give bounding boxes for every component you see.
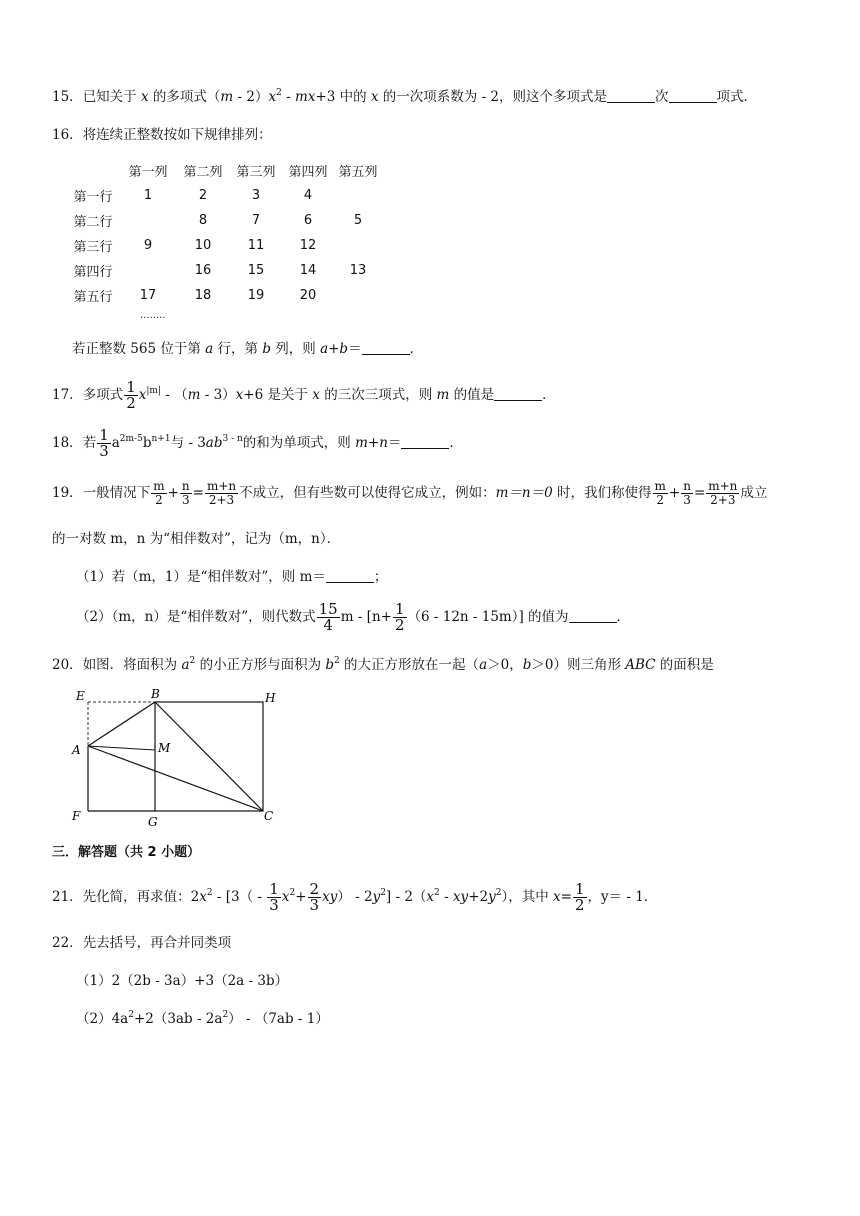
answer-blank[interactable] — [607, 88, 655, 103]
answer-blank[interactable] — [569, 608, 617, 623]
grid-cell: 15 — [247, 263, 265, 278]
grid-cell: 19 — [247, 288, 265, 303]
grid-cell: 7 — [251, 213, 261, 228]
label-C: C — [264, 809, 274, 823]
grid-cell: 1 — [143, 188, 153, 203]
grid-cell: 5 — [353, 213, 363, 228]
grid-cell: 6 — [303, 213, 313, 228]
question-19-part1: （1）若（m，1）是“相伴数对”，则 m＝ ； — [76, 569, 388, 585]
section-heading: 三．解答题（共 2 小题） — [52, 845, 201, 860]
row-header: 第一行 — [73, 190, 113, 205]
grid-cell — [334, 183, 382, 208]
grid-cell: 13 — [349, 263, 367, 278]
question-22-part2: $(2)4a^2+2(3ab - 2a^2) - (7ab - 1)$ — [76, 1010, 329, 1027]
continuation-dots: ........ — [140, 310, 166, 321]
question-17: 17．多项式 $\frac{1}{2}$ $x^{|m|} - (m - 3)x+6$ 是关于 x 的三次三项式，则 m 的值是 ． — [52, 378, 556, 412]
grid-cell: 17 — [139, 288, 157, 303]
question-21: 21．先化简，再求值：$2x^2 - [3$（ - $\frac{1}{3}$ $x^2+$ $\frac{2}{3}$ $xy) - 2y^2] - 2(x^2 - xy+2y^2)$，其中 x= $\frac{1}{2}$ ，y＝ - 1． — [52, 880, 658, 914]
row-header: 第二行 — [73, 215, 113, 230]
question-15: 15．已知关于 x 的多项式$(m - 2)x^2 - mx+3$ 中的 x 的一次项系数为 - 2，则这个多项式是 次 项式． — [52, 88, 758, 105]
col-header: 第二列 — [183, 165, 223, 180]
grid-cell: 11 — [247, 238, 265, 253]
label-B: B — [151, 687, 160, 701]
grid-cell: 20 — [299, 288, 317, 303]
grid-cell — [334, 283, 382, 308]
question-18: 18．若 $\frac{1}{3}$ $a^{2m-5}b^{n+1}$与 - $3ab^{3 - n}$的和为单项式，则 m+n＝ ． — [52, 426, 463, 460]
grid-cell — [334, 233, 382, 258]
question-16: 16．将连续正整数按如下规律排列： — [52, 127, 272, 143]
label-A: A — [72, 743, 81, 757]
grid-cell: 16 — [194, 263, 212, 278]
col-header: 第五列 — [338, 165, 378, 180]
answer-blank[interactable] — [401, 434, 449, 449]
grid-cell: 9 — [143, 238, 153, 253]
col-header: 第四列 — [288, 165, 328, 180]
grid-cell: 3 — [251, 188, 261, 203]
row-header: 第四行 — [73, 265, 113, 280]
grid-cell: 4 — [303, 188, 313, 203]
question-22-part1: （1）2（2b - 3a）+3（2a - 3b） — [76, 973, 289, 989]
row-header: 第三行 — [73, 240, 113, 255]
geometry-figure — [60, 686, 300, 832]
question-19: 19．一般情况下 $\frac{m}{2}$ + $\frac{n}{3}$ = $\frac{m+n}{2+3}$ 不成立，但有些数可以使得它成立，例如：m＝n＝0 时，我们称使得 $\frac{m}{2}$ + $\frac{n}{3}$ = $\frac{m+n}{2+3}$ 成立 — [52, 479, 768, 507]
label-G: G — [148, 815, 158, 829]
answer-blank[interactable] — [362, 340, 410, 355]
answer-blank[interactable] — [494, 386, 542, 401]
grid-cell: 2 — [198, 188, 208, 203]
question-20: 20．如图．将面积为 $a^2$ 的小正方形与面积为 $b^2$ 的大正方形放在一起（a＞0，b＞0）则三角形 ABC 的面积是 — [52, 656, 714, 673]
label-F: F — [72, 809, 81, 823]
answer-blank[interactable] — [669, 88, 717, 103]
grid-cell: 8 — [198, 213, 208, 228]
grid-cell — [120, 208, 176, 233]
col-header: 第一列 — [128, 165, 168, 180]
grid-cell: 14 — [299, 263, 317, 278]
answer-blank[interactable] — [326, 568, 374, 583]
label-H: H — [265, 691, 276, 705]
grid-cell — [120, 258, 176, 283]
question-19-line2: 的一对数 m，n 为“相伴数对”，记为（m，n）． — [52, 531, 341, 547]
question-16-ask: 若正整数 565 位于第 a 行，第 b 列，则 a+b＝ ． — [72, 341, 424, 357]
grid-cell: 12 — [299, 238, 317, 253]
label-M: M — [158, 741, 171, 755]
row-header: 第五行 — [73, 290, 113, 305]
label-E: E — [76, 689, 85, 703]
grid-cell: 18 — [194, 288, 212, 303]
question-19-part2: （2）（m，n）是“相伴数对”，则代数式 $\frac{15}{4}$ m - [n+ $\frac{1}{2}$ （6 - 12n - 15m）] 的值为 ． — [76, 600, 631, 634]
grid-cell: 10 — [194, 238, 212, 253]
number-grid — [66, 158, 382, 308]
col-header: 第三列 — [236, 165, 276, 180]
question-22: 22．先去括号，再合并同类项 — [52, 935, 232, 951]
